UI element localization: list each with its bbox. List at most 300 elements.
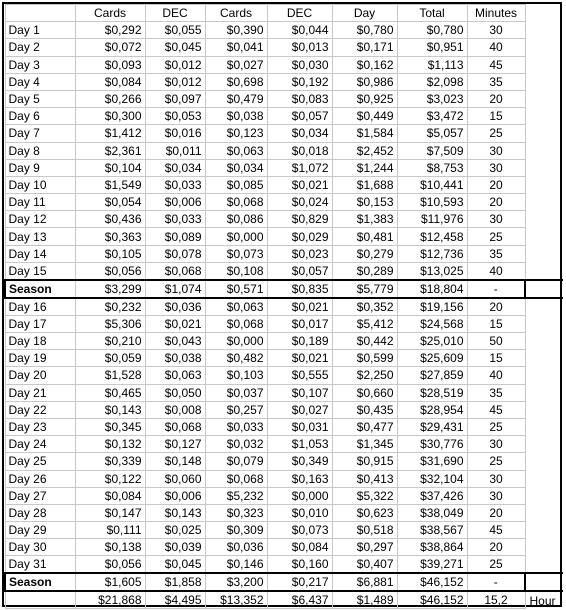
cell-day[interactable]: $1,383 bbox=[332, 211, 397, 228]
cell-day[interactable]: $0,171 bbox=[332, 39, 397, 56]
cell-dec2[interactable]: $1,053 bbox=[267, 436, 332, 453]
empty-cell[interactable] bbox=[525, 418, 563, 435]
column-header[interactable]: DEC bbox=[267, 5, 332, 22]
cell-minutes[interactable]: 40 bbox=[467, 367, 525, 384]
total-dec2[interactable]: $6,437 bbox=[267, 591, 332, 609]
row-label[interactable]: Day 23 bbox=[5, 418, 75, 435]
row-label[interactable]: Day 24 bbox=[5, 436, 75, 453]
cell-dec1[interactable]: $0,143 bbox=[145, 504, 205, 521]
cell-cards2[interactable]: $0,482 bbox=[205, 350, 267, 367]
cell-dec1[interactable]: $0,033 bbox=[145, 176, 205, 193]
cell-dec2[interactable]: $0,013 bbox=[267, 39, 332, 56]
cell-dec1[interactable]: $0,148 bbox=[145, 453, 205, 470]
cell-dec2[interactable]: $0,044 bbox=[267, 22, 332, 39]
row-label[interactable]: Day 22 bbox=[5, 401, 75, 418]
cell-cards1[interactable]: $0,122 bbox=[75, 470, 145, 487]
cell-total[interactable]: $1,113 bbox=[397, 56, 467, 73]
empty-cell[interactable] bbox=[525, 573, 563, 591]
cell-minutes[interactable]: - bbox=[467, 573, 525, 591]
cell-dec1[interactable]: $0,011 bbox=[145, 142, 205, 159]
cell-cards1[interactable]: $5,306 bbox=[75, 315, 145, 332]
cell-cards1[interactable]: $0,104 bbox=[75, 159, 145, 176]
cell-dec2[interactable]: $0,057 bbox=[267, 108, 332, 125]
cell-minutes[interactable]: 40 bbox=[467, 39, 525, 56]
cell-minutes[interactable]: 30 bbox=[467, 159, 525, 176]
cell-cards1[interactable]: $0,232 bbox=[75, 298, 145, 316]
row-label[interactable]: Day 16 bbox=[5, 298, 75, 316]
cell-total[interactable]: $11,976 bbox=[397, 211, 467, 228]
cell-cards2[interactable]: $5,232 bbox=[205, 487, 267, 504]
row-label[interactable]: Day 30 bbox=[5, 539, 75, 556]
cell-day[interactable]: $5,322 bbox=[332, 487, 397, 504]
cell-cards2[interactable]: $0,041 bbox=[205, 39, 267, 56]
cell-dec2[interactable]: $0,829 bbox=[267, 211, 332, 228]
cell-dec2[interactable]: $0,835 bbox=[267, 280, 332, 298]
cell-day[interactable]: $2,250 bbox=[332, 367, 397, 384]
empty-cell[interactable] bbox=[525, 108, 563, 125]
cell-dec1[interactable]: $0,127 bbox=[145, 436, 205, 453]
row-label[interactable]: Day 17 bbox=[5, 315, 75, 332]
cell-total[interactable]: $0,951 bbox=[397, 39, 467, 56]
row-label[interactable]: Day 15 bbox=[5, 262, 75, 280]
row-label[interactable]: Day 19 bbox=[5, 350, 75, 367]
total-dec1[interactable]: $4,495 bbox=[145, 591, 205, 609]
cell-minutes[interactable]: 30 bbox=[467, 142, 525, 159]
cell-dec1[interactable]: $1,858 bbox=[145, 573, 205, 591]
total-total[interactable]: $46,152 bbox=[397, 591, 467, 609]
cell-cards2[interactable]: $0,068 bbox=[205, 470, 267, 487]
cell-day[interactable]: $0,518 bbox=[332, 522, 397, 539]
cell-cards1[interactable]: $2,361 bbox=[75, 142, 145, 159]
cell-dec2[interactable]: $0,160 bbox=[267, 556, 332, 574]
cell-cards1[interactable]: $0,465 bbox=[75, 384, 145, 401]
cell-total[interactable]: $46,152 bbox=[397, 573, 467, 591]
cell-minutes[interactable]: 30 bbox=[467, 470, 525, 487]
cell-dec2[interactable]: $0,023 bbox=[267, 245, 332, 262]
cell-dec1[interactable]: $0,034 bbox=[145, 159, 205, 176]
cell-dec2[interactable]: $0,030 bbox=[267, 56, 332, 73]
cell-cards2[interactable]: $0,068 bbox=[205, 194, 267, 211]
empty-cell[interactable] bbox=[525, 436, 563, 453]
empty-cell[interactable] bbox=[525, 194, 563, 211]
cell-minutes[interactable]: 45 bbox=[467, 56, 525, 73]
cell-day[interactable]: $1,345 bbox=[332, 436, 397, 453]
cell-dec2[interactable]: $0,189 bbox=[267, 333, 332, 350]
cell-total[interactable]: $19,156 bbox=[397, 298, 467, 316]
cell-day[interactable]: $0,660 bbox=[332, 384, 397, 401]
cell-cards1[interactable]: $1,528 bbox=[75, 367, 145, 384]
cell-dec2[interactable]: $0,217 bbox=[267, 573, 332, 591]
empty-cell[interactable] bbox=[525, 142, 563, 159]
cell-total[interactable]: $18,804 bbox=[397, 280, 467, 298]
empty-cell[interactable] bbox=[525, 245, 563, 262]
cell-minutes[interactable]: 35 bbox=[467, 73, 525, 90]
cell-total[interactable]: $25,010 bbox=[397, 333, 467, 350]
cell-dec2[interactable]: $0,021 bbox=[267, 298, 332, 316]
cell-dec2[interactable]: $0,555 bbox=[267, 367, 332, 384]
empty-cell[interactable] bbox=[525, 280, 563, 298]
total-cards1[interactable]: $21,868 bbox=[75, 591, 145, 609]
cell-dec2[interactable]: $0,084 bbox=[267, 539, 332, 556]
cell-day[interactable]: $0,279 bbox=[332, 245, 397, 262]
cell-cards2[interactable]: $0,037 bbox=[205, 384, 267, 401]
cell-cards1[interactable]: $0,210 bbox=[75, 333, 145, 350]
cell-total[interactable]: $10,441 bbox=[397, 176, 467, 193]
empty-cell[interactable] bbox=[525, 333, 563, 350]
cell-minutes[interactable]: 45 bbox=[467, 522, 525, 539]
cell-day[interactable]: $5,412 bbox=[332, 315, 397, 332]
cell-dec1[interactable]: $0,043 bbox=[145, 333, 205, 350]
row-label[interactable]: Day 27 bbox=[5, 487, 75, 504]
cell-cards1[interactable]: $0,292 bbox=[75, 22, 145, 39]
cell-dec2[interactable]: $0,027 bbox=[267, 401, 332, 418]
cell-dec1[interactable]: $0,055 bbox=[145, 22, 205, 39]
cell-minutes[interactable]: 25 bbox=[467, 125, 525, 142]
cell-dec1[interactable]: $0,025 bbox=[145, 522, 205, 539]
cell-dec1[interactable]: $0,050 bbox=[145, 384, 205, 401]
cell-total[interactable]: $3,023 bbox=[397, 90, 467, 107]
row-label[interactable]: Day 12 bbox=[5, 211, 75, 228]
cell-cards2[interactable]: $0,063 bbox=[205, 142, 267, 159]
row-label[interactable]: Day 25 bbox=[5, 453, 75, 470]
cell-cards1[interactable]: $0,072 bbox=[75, 39, 145, 56]
cell-cards2[interactable]: $0,571 bbox=[205, 280, 267, 298]
cell-day[interactable]: $0,289 bbox=[332, 262, 397, 280]
cell-total[interactable]: $12,736 bbox=[397, 245, 467, 262]
empty-cell[interactable] bbox=[525, 384, 563, 401]
cell-cards1[interactable]: $0,111 bbox=[75, 522, 145, 539]
cell-dec2[interactable]: $0,073 bbox=[267, 522, 332, 539]
row-label[interactable]: Day 13 bbox=[5, 228, 75, 245]
cell-dec1[interactable]: $0,008 bbox=[145, 401, 205, 418]
cell-dec1[interactable]: $0,068 bbox=[145, 418, 205, 435]
cell-minutes[interactable]: 30 bbox=[467, 436, 525, 453]
row-label[interactable]: Day 14 bbox=[5, 245, 75, 262]
cell-cards1[interactable]: $3,299 bbox=[75, 280, 145, 298]
cell-total[interactable]: $28,954 bbox=[397, 401, 467, 418]
cell-cards2[interactable]: $0,079 bbox=[205, 453, 267, 470]
hour-unit-label[interactable]: Hour bbox=[525, 591, 563, 609]
totals-label[interactable] bbox=[5, 591, 75, 609]
cell-cards1[interactable]: $0,345 bbox=[75, 418, 145, 435]
cell-minutes[interactable]: 35 bbox=[467, 384, 525, 401]
cell-day[interactable]: $0,477 bbox=[332, 418, 397, 435]
cell-minutes[interactable]: 20 bbox=[467, 176, 525, 193]
cell-dec1[interactable]: $0,012 bbox=[145, 73, 205, 90]
cell-day[interactable]: $0,449 bbox=[332, 108, 397, 125]
row-label[interactable]: Day 21 bbox=[5, 384, 75, 401]
cell-total[interactable]: $12,458 bbox=[397, 228, 467, 245]
cell-dec2[interactable]: $0,031 bbox=[267, 418, 332, 435]
cell-dec1[interactable]: $0,006 bbox=[145, 194, 205, 211]
cell-cards2[interactable]: $0,323 bbox=[205, 504, 267, 521]
column-header[interactable]: Minutes bbox=[467, 5, 525, 22]
cell-day[interactable]: $0,925 bbox=[332, 90, 397, 107]
cell-minutes[interactable]: 25 bbox=[467, 453, 525, 470]
cell-minutes[interactable]: - bbox=[467, 280, 525, 298]
column-header[interactable]: Total bbox=[397, 5, 467, 22]
cell-day[interactable]: $6,881 bbox=[332, 573, 397, 591]
cell-cards2[interactable]: $0,123 bbox=[205, 125, 267, 142]
row-label[interactable]: Day 5 bbox=[5, 90, 75, 107]
cell-total[interactable]: $32,104 bbox=[397, 470, 467, 487]
cell-total[interactable]: $2,098 bbox=[397, 73, 467, 90]
cell-cards1[interactable]: $0,143 bbox=[75, 401, 145, 418]
row-label[interactable]: Day 9 bbox=[5, 159, 75, 176]
cell-dec1[interactable]: $0,038 bbox=[145, 350, 205, 367]
cell-minutes[interactable]: 30 bbox=[467, 211, 525, 228]
cell-minutes[interactable]: 45 bbox=[467, 401, 525, 418]
cell-total[interactable]: $39,271 bbox=[397, 556, 467, 574]
cell-dec1[interactable]: $0,089 bbox=[145, 228, 205, 245]
cell-day[interactable]: $1,584 bbox=[332, 125, 397, 142]
cell-cards2[interactable]: $0,390 bbox=[205, 22, 267, 39]
cell-total[interactable]: $10,593 bbox=[397, 194, 467, 211]
cell-total[interactable]: $3,472 bbox=[397, 108, 467, 125]
cell-dec2[interactable]: $0,192 bbox=[267, 73, 332, 90]
cell-day[interactable]: $0,481 bbox=[332, 228, 397, 245]
cell-cards1[interactable]: $0,084 bbox=[75, 487, 145, 504]
cell-day[interactable]: $1,688 bbox=[332, 176, 397, 193]
cell-cards2[interactable]: $0,027 bbox=[205, 56, 267, 73]
cell-total[interactable]: $38,049 bbox=[397, 504, 467, 521]
cell-cards1[interactable]: $0,056 bbox=[75, 556, 145, 574]
cell-minutes[interactable]: 15 bbox=[467, 350, 525, 367]
cell-cards2[interactable]: $0,309 bbox=[205, 522, 267, 539]
empty-cell[interactable] bbox=[525, 176, 563, 193]
cell-day[interactable]: $0,153 bbox=[332, 194, 397, 211]
cell-dec2[interactable]: $0,018 bbox=[267, 142, 332, 159]
cell-cards1[interactable]: $1,412 bbox=[75, 125, 145, 142]
column-header[interactable]: Day bbox=[332, 5, 397, 22]
cell-dec2[interactable]: $1,072 bbox=[267, 159, 332, 176]
cell-cards1[interactable]: $0,339 bbox=[75, 453, 145, 470]
cell-dec2[interactable]: $0,029 bbox=[267, 228, 332, 245]
cell-day[interactable]: $0,435 bbox=[332, 401, 397, 418]
empty-cell[interactable] bbox=[525, 262, 563, 280]
row-label[interactable]: Day 31 bbox=[5, 556, 75, 574]
row-label[interactable]: Day 10 bbox=[5, 176, 75, 193]
cell-minutes[interactable]: 20 bbox=[467, 298, 525, 316]
row-label[interactable]: Day 26 bbox=[5, 470, 75, 487]
cell-cards2[interactable]: $3,200 bbox=[205, 573, 267, 591]
cell-dec2[interactable]: $0,000 bbox=[267, 487, 332, 504]
cell-minutes[interactable]: 20 bbox=[467, 539, 525, 556]
cell-minutes[interactable]: 20 bbox=[467, 194, 525, 211]
row-label[interactable]: Day 28 bbox=[5, 504, 75, 521]
empty-cell[interactable] bbox=[525, 487, 563, 504]
cell-day[interactable]: $0,599 bbox=[332, 350, 397, 367]
cell-dec1[interactable]: $0,012 bbox=[145, 56, 205, 73]
cell-total[interactable]: $5,057 bbox=[397, 125, 467, 142]
cell-dec2[interactable]: $0,024 bbox=[267, 194, 332, 211]
column-header[interactable]: Cards bbox=[205, 5, 267, 22]
cell-cards2[interactable]: $0,032 bbox=[205, 436, 267, 453]
cell-minutes[interactable]: 15 bbox=[467, 108, 525, 125]
cell-minutes[interactable]: 15 bbox=[467, 315, 525, 332]
row-label[interactable]: Day 2 bbox=[5, 39, 75, 56]
row-label[interactable]: Day 11 bbox=[5, 194, 75, 211]
column-header[interactable] bbox=[5, 5, 75, 22]
row-label[interactable]: Day 29 bbox=[5, 522, 75, 539]
cell-cards2[interactable]: $0,033 bbox=[205, 418, 267, 435]
cell-total[interactable]: $24,568 bbox=[397, 315, 467, 332]
row-label[interactable]: Day 1 bbox=[5, 22, 75, 39]
empty-cell[interactable] bbox=[525, 367, 563, 384]
cell-cards2[interactable]: $0,146 bbox=[205, 556, 267, 574]
cell-dec1[interactable]: $0,021 bbox=[145, 315, 205, 332]
empty-cell[interactable] bbox=[525, 453, 563, 470]
empty-cell[interactable] bbox=[525, 228, 563, 245]
empty-cell[interactable] bbox=[525, 90, 563, 107]
cell-cards2[interactable]: $0,479 bbox=[205, 90, 267, 107]
cell-dec1[interactable]: $0,036 bbox=[145, 298, 205, 316]
empty-cell[interactable] bbox=[525, 470, 563, 487]
empty-cell[interactable] bbox=[525, 56, 563, 73]
cell-day[interactable]: $0,915 bbox=[332, 453, 397, 470]
cell-dec1[interactable]: $0,068 bbox=[145, 262, 205, 280]
row-label[interactable]: Day 20 bbox=[5, 367, 75, 384]
cell-day[interactable]: $0,162 bbox=[332, 56, 397, 73]
cell-cards2[interactable]: $0,085 bbox=[205, 176, 267, 193]
cell-cards1[interactable]: $1,549 bbox=[75, 176, 145, 193]
empty-cell[interactable] bbox=[525, 125, 563, 142]
cell-cards1[interactable]: $0,147 bbox=[75, 504, 145, 521]
cell-cards1[interactable]: $0,436 bbox=[75, 211, 145, 228]
cell-day[interactable]: $0,352 bbox=[332, 298, 397, 316]
cell-dec2[interactable]: $0,057 bbox=[267, 262, 332, 280]
cell-minutes[interactable]: 35 bbox=[467, 245, 525, 262]
cell-cards2[interactable]: $0,073 bbox=[205, 245, 267, 262]
cell-cards2[interactable]: $0,036 bbox=[205, 539, 267, 556]
cell-cards1[interactable]: $1,605 bbox=[75, 573, 145, 591]
empty-cell[interactable] bbox=[525, 39, 563, 56]
cell-day[interactable]: $0,986 bbox=[332, 73, 397, 90]
empty-cell[interactable] bbox=[525, 5, 563, 22]
row-label[interactable]: Season bbox=[5, 280, 75, 298]
cell-cards2[interactable]: $0,038 bbox=[205, 108, 267, 125]
cell-total[interactable]: $0,780 bbox=[397, 22, 467, 39]
cell-dec2[interactable]: $0,021 bbox=[267, 350, 332, 367]
row-label[interactable]: Day 7 bbox=[5, 125, 75, 142]
cell-day[interactable]: $0,407 bbox=[332, 556, 397, 574]
cell-total[interactable]: $8,753 bbox=[397, 159, 467, 176]
cell-cards1[interactable]: $0,138 bbox=[75, 539, 145, 556]
column-header[interactable]: Cards bbox=[75, 5, 145, 22]
total-cards2[interactable]: $13,352 bbox=[205, 591, 267, 609]
cell-dec1[interactable]: $0,060 bbox=[145, 470, 205, 487]
cell-minutes[interactable]: 30 bbox=[467, 487, 525, 504]
cell-minutes[interactable]: 20 bbox=[467, 90, 525, 107]
cell-cards1[interactable]: $0,105 bbox=[75, 245, 145, 262]
empty-cell[interactable] bbox=[525, 315, 563, 332]
empty-cell[interactable] bbox=[525, 22, 563, 39]
cell-cards1[interactable]: $0,054 bbox=[75, 194, 145, 211]
cell-dec1[interactable]: $0,045 bbox=[145, 39, 205, 56]
cell-cards2[interactable]: $0,698 bbox=[205, 73, 267, 90]
cell-cards1[interactable]: $0,084 bbox=[75, 73, 145, 90]
column-header[interactable]: DEC bbox=[145, 5, 205, 22]
cell-dec1[interactable]: $0,016 bbox=[145, 125, 205, 142]
cell-dec1[interactable]: $0,078 bbox=[145, 245, 205, 262]
cell-dec2[interactable]: $0,083 bbox=[267, 90, 332, 107]
total-day[interactable]: $1,489 bbox=[332, 591, 397, 609]
cell-total[interactable]: $31,690 bbox=[397, 453, 467, 470]
row-label[interactable]: Day 4 bbox=[5, 73, 75, 90]
cell-dec1[interactable]: $0,033 bbox=[145, 211, 205, 228]
total-minutes[interactable]: 15,2 bbox=[467, 591, 525, 609]
cell-dec1[interactable]: $0,006 bbox=[145, 487, 205, 504]
empty-cell[interactable] bbox=[525, 539, 563, 556]
cell-total[interactable]: $27,859 bbox=[397, 367, 467, 384]
empty-cell[interactable] bbox=[525, 298, 563, 316]
cell-dec2[interactable]: $0,107 bbox=[267, 384, 332, 401]
cell-day[interactable]: $0,413 bbox=[332, 470, 397, 487]
cell-total[interactable]: $29,431 bbox=[397, 418, 467, 435]
cell-dec2[interactable]: $0,021 bbox=[267, 176, 332, 193]
cell-minutes[interactable]: 30 bbox=[467, 22, 525, 39]
cell-minutes[interactable]: 25 bbox=[467, 418, 525, 435]
cell-total[interactable]: $30,776 bbox=[397, 436, 467, 453]
cell-cards2[interactable]: $0,108 bbox=[205, 262, 267, 280]
cell-cards2[interactable]: $0,034 bbox=[205, 159, 267, 176]
empty-cell[interactable] bbox=[525, 350, 563, 367]
empty-cell[interactable] bbox=[525, 522, 563, 539]
cell-total[interactable]: $13,025 bbox=[397, 262, 467, 280]
cell-cards2[interactable]: $0,103 bbox=[205, 367, 267, 384]
cell-dec2[interactable]: $0,017 bbox=[267, 315, 332, 332]
cell-cards1[interactable]: $0,132 bbox=[75, 436, 145, 453]
cell-cards2[interactable]: $0,257 bbox=[205, 401, 267, 418]
cell-cards2[interactable]: $0,086 bbox=[205, 211, 267, 228]
cell-dec2[interactable]: $0,010 bbox=[267, 504, 332, 521]
cell-dec1[interactable]: $0,097 bbox=[145, 90, 205, 107]
empty-cell[interactable] bbox=[525, 504, 563, 521]
empty-cell[interactable] bbox=[525, 556, 563, 574]
cell-cards1[interactable]: $0,056 bbox=[75, 262, 145, 280]
cell-dec2[interactable]: $0,163 bbox=[267, 470, 332, 487]
cell-cards2[interactable]: $0,068 bbox=[205, 315, 267, 332]
cell-minutes[interactable]: 25 bbox=[467, 556, 525, 574]
cell-cards1[interactable]: $0,300 bbox=[75, 108, 145, 125]
cell-cards2[interactable]: $0,063 bbox=[205, 298, 267, 316]
cell-day[interactable]: $0,780 bbox=[332, 22, 397, 39]
cell-cards2[interactable]: $0,000 bbox=[205, 333, 267, 350]
cell-dec1[interactable]: $0,063 bbox=[145, 367, 205, 384]
cell-dec1[interactable]: $1,074 bbox=[145, 280, 205, 298]
cell-dec2[interactable]: $0,349 bbox=[267, 453, 332, 470]
cell-day[interactable]: $0,442 bbox=[332, 333, 397, 350]
cell-cards1[interactable]: $0,059 bbox=[75, 350, 145, 367]
cell-cards1[interactable]: $0,363 bbox=[75, 228, 145, 245]
cell-total[interactable]: $25,609 bbox=[397, 350, 467, 367]
cell-day[interactable]: $2,452 bbox=[332, 142, 397, 159]
cell-day[interactable]: $0,297 bbox=[332, 539, 397, 556]
cell-dec2[interactable]: $0,034 bbox=[267, 125, 332, 142]
empty-cell[interactable] bbox=[525, 73, 563, 90]
cell-minutes[interactable]: 50 bbox=[467, 333, 525, 350]
empty-cell[interactable] bbox=[525, 159, 563, 176]
row-label[interactable]: Season bbox=[5, 573, 75, 591]
row-label[interactable]: Day 3 bbox=[5, 56, 75, 73]
cell-cards1[interactable]: $0,266 bbox=[75, 90, 145, 107]
cell-dec1[interactable]: $0,053 bbox=[145, 108, 205, 125]
cell-total[interactable]: $37,426 bbox=[397, 487, 467, 504]
cell-cards2[interactable]: $0,000 bbox=[205, 228, 267, 245]
empty-cell[interactable] bbox=[525, 211, 563, 228]
cell-cards1[interactable]: $0,093 bbox=[75, 56, 145, 73]
cell-dec1[interactable]: $0,039 bbox=[145, 539, 205, 556]
